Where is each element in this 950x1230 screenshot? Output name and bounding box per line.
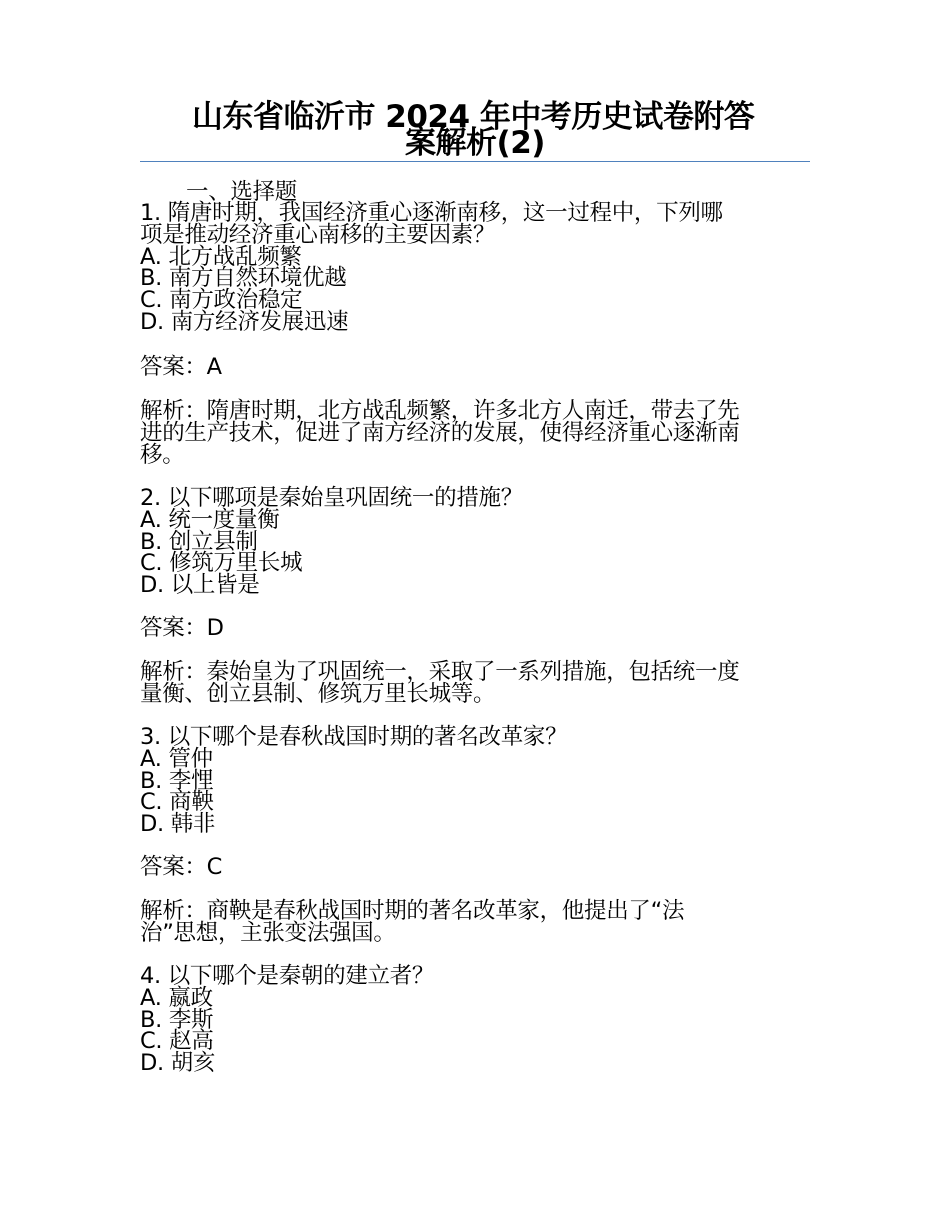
answer-text: 答案：C <box>140 854 223 880</box>
option-b: B. 李斯 <box>140 1006 214 1033</box>
analysis-line: 解析：秦始皇为了巩固统一，采取了一系列措施，包括统一度 <box>140 659 740 685</box>
option-c: C. 南方政治稳定 <box>140 287 303 314</box>
answer-1 <box>140 354 812 380</box>
question-3 <box>140 724 812 838</box>
section-heading: 一、选择题 <box>186 179 298 205</box>
option-c: C. 修筑万里长城 <box>140 550 303 577</box>
option-a: A. 统一度量衡 <box>140 506 280 533</box>
question-stem: 1. 隋唐时期，我国经济重心逐渐南移，这一过程中，下列哪 <box>140 200 723 226</box>
analysis-line: 进的生产技术，促进了南方经济的发展，使得经济重心逐渐南 <box>140 419 740 446</box>
question-stem: 4. 以下哪个是秦朝的建立者？ <box>140 963 435 989</box>
answer-3 <box>140 854 812 880</box>
option-d: D. 韩非 <box>140 811 216 838</box>
option-a: A. 嬴政 <box>140 984 213 1011</box>
question-stem: 3. 以下哪个是春秋战国时期的著名改革家？ <box>140 724 568 750</box>
title-line-2: 案解析(2) <box>405 125 545 161</box>
option-d: D. 南方经济发展迅速 <box>140 308 349 335</box>
analysis-2 <box>140 659 812 707</box>
question-stem: 项是推动经济重心南移的主要因素？ <box>140 221 496 248</box>
option-d: D. 胡亥 <box>140 1050 216 1077</box>
option-c: C. 商鞅 <box>140 789 214 816</box>
analysis-line: 量衡、创立县制、修筑万里长城等。 <box>140 680 496 707</box>
option-b: B. 李悝 <box>140 767 214 794</box>
question-1 <box>140 200 812 335</box>
answer-text: 答案：D <box>140 615 224 641</box>
option-b: B. 创立县制 <box>140 528 258 555</box>
analysis-line: 治”思想，主张变法强国。 <box>140 919 396 946</box>
option-a: A. 北方战乱频繁 <box>140 243 302 270</box>
answer-2 <box>140 615 812 641</box>
question-4 <box>140 963 812 1077</box>
analysis-3 <box>140 898 812 946</box>
answer-text: 答案：A <box>140 354 222 380</box>
analysis-line: 解析：隋唐时期，北方战乱频繁，许多北方人南迁，带去了先 <box>140 398 740 424</box>
option-d: D. 以上皆是 <box>140 572 260 599</box>
option-c: C. 赵高 <box>140 1028 214 1055</box>
analysis-line: 移。 <box>140 441 185 468</box>
document-title <box>140 99 810 161</box>
analysis-line: 解析：商鞅是春秋战国时期的著名改革家，他提出了“法 <box>140 898 685 924</box>
option-b: B. 南方自然环境优越 <box>140 265 347 292</box>
analysis-1 <box>140 398 812 468</box>
title-underline <box>140 161 810 162</box>
question-stem: 2. 以下哪项是秦始皇巩固统一的措施？ <box>140 485 523 511</box>
title-line-1: 山东省临沂市 2024 年中考历史试卷附答 <box>192 99 755 135</box>
option-a: A. 管仲 <box>140 745 213 772</box>
question-2 <box>140 485 812 599</box>
